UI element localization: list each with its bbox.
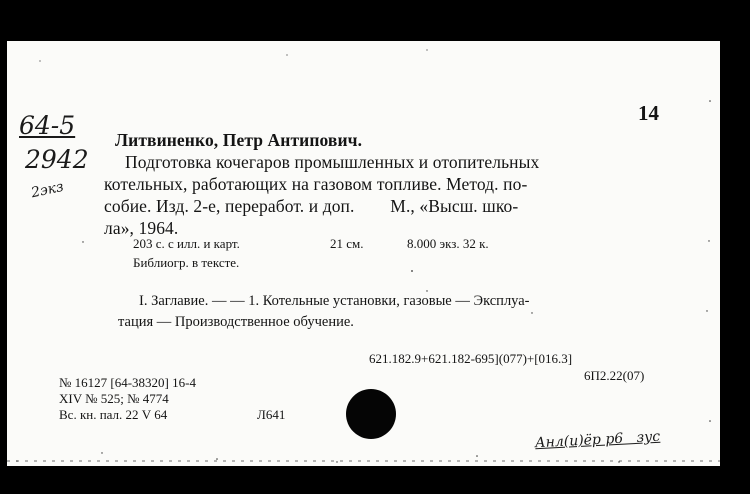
- subject-line: I. Заглавие. — — 1. Котельные установки, газовые — Эксплуа-: [139, 293, 530, 309]
- classification-udc: 621.182.9+621.182-695](077)+[016.3]: [369, 351, 573, 366]
- catalog-card: [7, 41, 720, 466]
- subject-line: тация — Производственное обучение.: [118, 314, 354, 330]
- classification-bbk: 6П2.22(07): [584, 368, 645, 383]
- punch-hole: [346, 389, 396, 439]
- shelfmark-line2: 2942: [25, 145, 89, 174]
- registry-line: Вс. кн. пал. 22 V 64: [59, 407, 168, 422]
- author-heading: Литвиненко, Петр Антипович.: [115, 130, 363, 150]
- copies-note: 2экз: [29, 178, 66, 202]
- title-line: собие. Изд. 2-е, переработ. и доп. М., «Высш. шко-: [104, 196, 519, 216]
- title-line: Подготовка кочегаров промышленных и отопительных: [125, 152, 540, 172]
- registry-line: № 16127 [64-38320] 16-4: [59, 375, 196, 390]
- card-number: 14: [638, 101, 659, 125]
- title-line: ла», 1964.: [104, 218, 179, 238]
- shelfmark-line1: 64-5: [19, 111, 76, 140]
- registry-line: XIV № 525; № 4774: [59, 391, 169, 406]
- title-line: котельных, работающих на газовом топливе. Метод. по-: [104, 174, 528, 194]
- handwritten-note: Анл(u)ёр р6 зус: [534, 428, 661, 452]
- physical-print-run: 8.000 экз. 32 к.: [407, 236, 489, 251]
- bibliography-note: Библиогр. в тексте.: [133, 255, 240, 270]
- physical-size: 21 см.: [330, 236, 364, 251]
- printer-code: Л641: [257, 407, 286, 422]
- physical-pages: 203 с. с илл. и карт.: [133, 236, 240, 251]
